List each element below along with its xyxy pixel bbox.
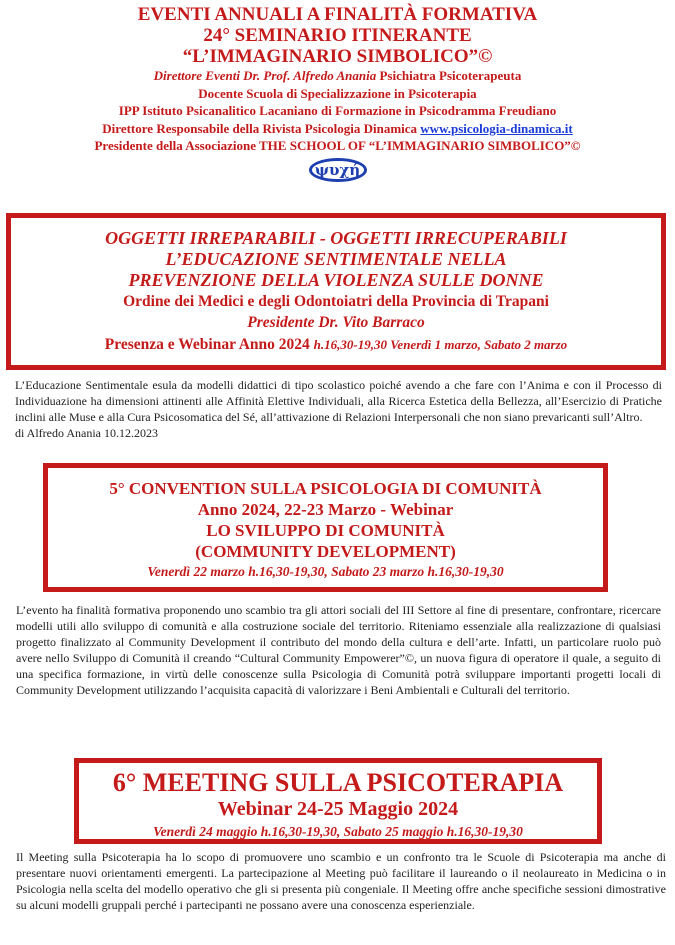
event2-box	[43, 463, 608, 592]
header-rivista	[0, 120, 675, 138]
event2-title3: LO SVILUPPO DI COMUNITÀ	[206, 521, 445, 540]
event3-box	[74, 758, 602, 844]
header-presidente: Presidente della Associazione THE SCHOOL OF “L’IMMAGINARIO SIMBOLICO”©	[94, 138, 581, 153]
event2-schedule: Venerdì 22 marzo h.16,30-19,30, Sabato 23 marzo h.16,30-19,30	[147, 564, 504, 579]
event3-title2: Webinar 24-25 Maggio 2024	[217, 798, 459, 820]
header	[0, 0, 675, 182]
header-title-seminar: 24° SEMINARIO ITINERANTE	[203, 25, 472, 46]
header-director	[0, 67, 675, 85]
header-title-events: EVENTI ANNUALI A FINALITÀ FORMATIVA	[137, 4, 538, 25]
header-ipp: IPP Istituto Psicanalitico Lacaniano di Formazione in Psicodramma Freudiano	[118, 103, 557, 118]
event2-description: L’evento ha finalità formativa proponendo uno scambio tra gli attori sociali del III Settore al fine di presentare, confrontare, ricercare modelli utili allo sviluppo di comunità e alla costruzione sociale del territorio. Riteniamo essenziale alla realizzazione di qualsiasi progetto finalizzato al Community Development il contributo del mondo della cultura e dell’arte. Infatti, un particolare ruolo può avere nello Sviluppo di Comunità il creando “Cultural Community Empowerer”©, un nuova figura di operatore il quale, a seguito di una specifica formazione, in virtù delle conoscenze sulla Psicologia di Comunità potrà sviluppare importanti progetti locali di Community Development utilizzando l’acquisita capacità di valorizzare i Beni Ambientali e Culturali del territorio.	[16, 603, 661, 697]
psyche-logo: ψυχή	[309, 158, 367, 182]
event2-title1: 5° CONVENTION SULLA PSICOLOGIA DI COMUNITÀ	[109, 479, 542, 498]
event1-description	[15, 377, 662, 441]
event1-title2: L’EDUCAZIONE SENTIMENTALE NELLA	[165, 249, 507, 269]
event1-signature: di Alfredo Anania 10.12.2023	[15, 426, 158, 440]
event2-title2: Anno 2024, 22-23 Marzo - Webinar	[197, 500, 454, 519]
event1-mode	[11, 333, 661, 356]
director-role: Psichiatra Psicoterapeuta	[376, 68, 522, 83]
event3-title1: 6° MEETING SULLA PSICOTERAPIA	[112, 768, 564, 797]
director-name: Direttore Eventi Dr. Prof. Alfredo Anania	[153, 68, 377, 83]
event1-president: Presidente Dr. Vito Barraco	[247, 314, 425, 331]
event3-description: Il Meeting sulla Psicoterapia ha lo scopo di promuovere uno scambio e un confronto tra le Scuole di Psicoterapia ma anche di presentare nuovi orientamenti emergenti. La partecipazione al Meeting può facilitare il laureando o il neolaureato in Medicina o in Psicologia nella scelta del modello operativo che gli si presenta più congeniale. Il Meeting offre anche specifiche sessioni dimostrative su alcuni modelli gruppali perché i partecipanti ne possano avere una conoscenza esperienziale.	[16, 850, 666, 912]
logo-wrapper	[0, 158, 675, 182]
event3-schedule: Venerdì 24 maggio h.16,30-19,30, Sabato 25 maggio h.16,30-19,30	[153, 824, 523, 839]
header-title-imaginary: “L’IMMAGINARIO SIMBOLICO”©	[182, 46, 493, 67]
event1-organization: Ordine dei Medici e degli Odontoiatri della Provincia di Trapani	[123, 293, 549, 310]
event1-title1: OGGETTI IRREPARABILI - OGGETTI IRRECUPERABILI	[105, 228, 567, 248]
header-docente: Docente Scuola di Specializzazione in Psicoterapia	[198, 85, 477, 101]
event1-schedule: h.16,30-19,30 Venerdì 1 marzo, Sabato 2 marzo	[313, 337, 568, 352]
event1-description-text: L’Educazione Sentimentale esula da modelli didattici di tipo scolastico poiché avendo a che fare con l’Anima e con il Processo di Individuazione ha dimensioni attinenti alle Affinità Elettive Individuali, alla Ricerca Estetica della Bellezza, all’Esercizio di Pratiche inclini alle Muse e alla Cura Psicosomatica del Sé, all’attivazione di Relazioni Interpersonali che non siano prevaricanti sull’Altro.	[15, 378, 662, 424]
rivista-link[interactable]: www.psicologia-dinamica.it	[420, 120, 573, 136]
rivista-label: Direttore Responsabile della Rivista Psicologia Dinamica	[102, 120, 421, 136]
event1-mode-label: Presenza e Webinar Anno 2024	[104, 336, 314, 353]
event2-title4: (COMMUNITY DEVELOPMENT)	[195, 542, 456, 561]
event1-box	[6, 213, 666, 370]
event1-title3: PREVENZIONE DELLA VIOLENZA SULLE DONNE	[128, 270, 544, 290]
